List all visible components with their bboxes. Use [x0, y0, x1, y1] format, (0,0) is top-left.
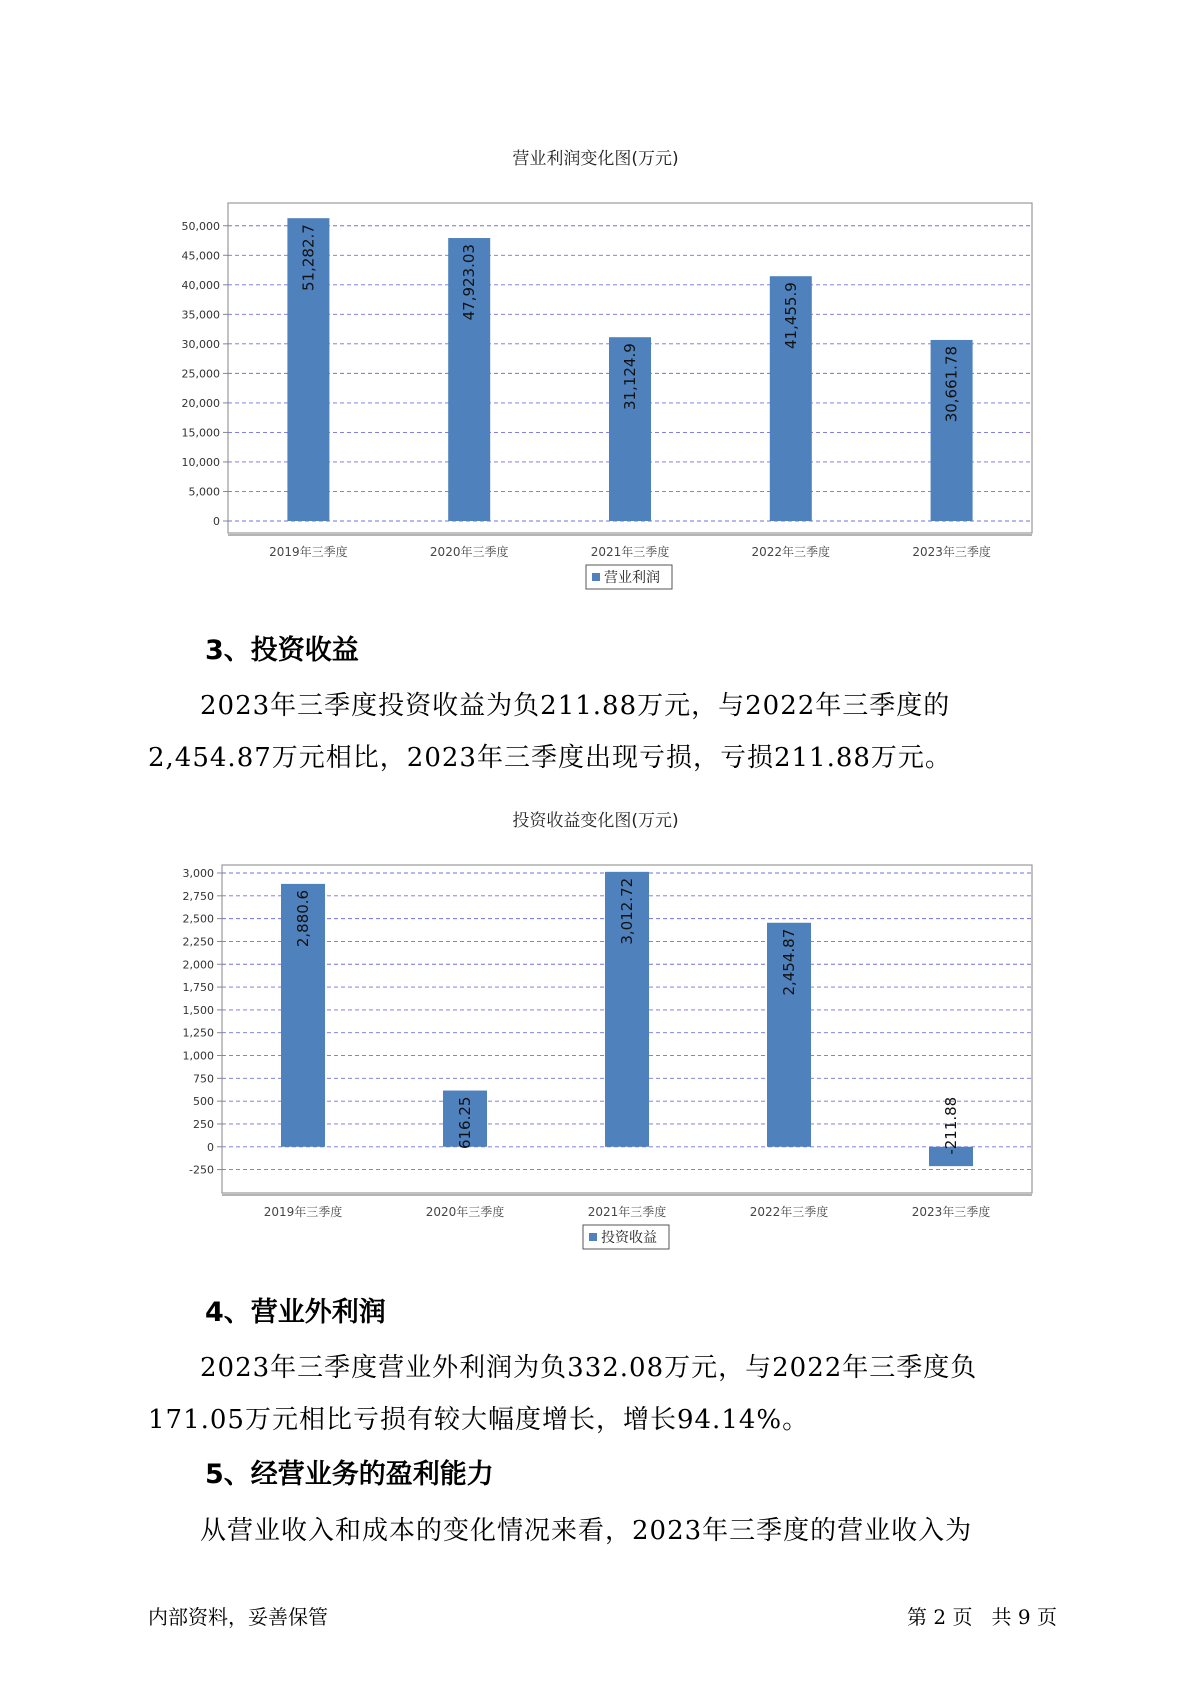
y-tick-label: 750 [193, 1072, 214, 1086]
y-tick-label: 0 [213, 515, 220, 528]
y-tick-label: 500 [193, 1095, 214, 1109]
y-tick-label: 2,500 [182, 912, 214, 926]
x-tick-label: 2019年三季度 [269, 545, 348, 559]
x-tick-label: 2021年三季度 [587, 1205, 667, 1219]
y-tick-label: 50,000 [181, 219, 220, 233]
x-tick-label: 2019年三季度 [263, 1205, 343, 1219]
y-tick-label: 20,000 [181, 396, 220, 410]
section-heading: 5、经营业务的盈利能力 [205, 1459, 494, 1490]
footer-page-number: 第 2 页 共 9 页 [907, 1605, 1057, 1629]
y-tick-label: -250 [189, 1163, 214, 1177]
x-tick-label: 2020年三季度 [425, 1205, 505, 1219]
x-tick-label: 2023年三季度 [911, 1205, 991, 1219]
bar-data-label: 51,282.7 [299, 224, 318, 291]
bar-data-label: 41,455.9 [781, 282, 800, 350]
y-tick-label: 2,250 [182, 935, 214, 949]
y-tick-label: 45,000 [181, 249, 220, 263]
y-tick-label: 40,000 [181, 278, 220, 292]
y-tick-label: 1,250 [182, 1026, 214, 1040]
x-tick-label: 2022年三季度 [751, 545, 831, 559]
bar-data-label: 2,880.6 [294, 889, 312, 948]
legend-label: 营业利润 [604, 570, 660, 586]
bar-data-label: 31,124.9 [621, 343, 639, 411]
bar-data-label: 616.25 [456, 1096, 474, 1150]
section-paragraph: 从营业收入和成本的变化情况来看，2023年三季度的营业收入为 [200, 1516, 973, 1546]
y-tick-label: 5,000 [188, 485, 220, 499]
section-paragraph: 2023年三季度营业外利润为负332.08万元，与2022年三季度负171.05万元相比亏损有较大幅度增长，增长94.14%。 [148, 1353, 978, 1435]
bar-data-label: 47,923.03 [460, 244, 479, 321]
y-tick-label: 0 [207, 1140, 214, 1154]
section-paragraph: 2023年三季度投资收益为负211.88万元，与2022年三季度的2,454.87万元相比，2023年三季度出现亏损，亏损211.88万元。 [148, 691, 952, 773]
x-tick-label: 2022年三季度 [749, 1205, 829, 1219]
footer-confidential: 内部资料，妥善保管 [148, 1605, 328, 1629]
bar-data-label: 2,454.87 [780, 928, 798, 996]
legend-label: 投资收益 [601, 1230, 657, 1246]
x-tick-label: 2020年三季度 [429, 545, 509, 559]
y-tick-label: 10,000 [181, 455, 220, 469]
x-tick-label: 2023年三季度 [912, 545, 991, 559]
chart-title: 营业利润变化图(万元) [512, 149, 679, 169]
y-tick-label: 15,000 [181, 426, 220, 440]
section-heading: 4、营业外利润 [205, 1297, 386, 1328]
y-tick-label: 30,000 [181, 337, 220, 351]
y-tick-label: 3,000 [182, 867, 214, 880]
y-tick-label: 1,000 [182, 1049, 214, 1063]
y-tick-label: 1,500 [182, 1003, 214, 1017]
y-tick-label: 25,000 [181, 367, 220, 381]
legend-swatch [592, 573, 600, 581]
investment-income-chart [0, 836, 1191, 1256]
y-tick-label: 35,000 [181, 308, 220, 322]
legend-swatch [589, 1233, 597, 1241]
y-tick-label: 2,000 [182, 958, 214, 972]
section-heading: 3、投资收益 [205, 635, 359, 666]
bar-data-label: -211.88 [942, 1096, 960, 1155]
y-tick-label: 1,750 [182, 981, 214, 995]
bar-data-label: 30,661.78 [942, 345, 961, 423]
y-tick-label: 250 [193, 1117, 214, 1131]
chart-title: 投资收益变化图(万元) [512, 811, 679, 831]
y-tick-label: 2,750 [182, 889, 214, 903]
bar-data-label: 3,012.72 [618, 877, 636, 945]
operating-profit-chart [0, 170, 1191, 590]
x-tick-label: 2021年三季度 [590, 545, 670, 559]
